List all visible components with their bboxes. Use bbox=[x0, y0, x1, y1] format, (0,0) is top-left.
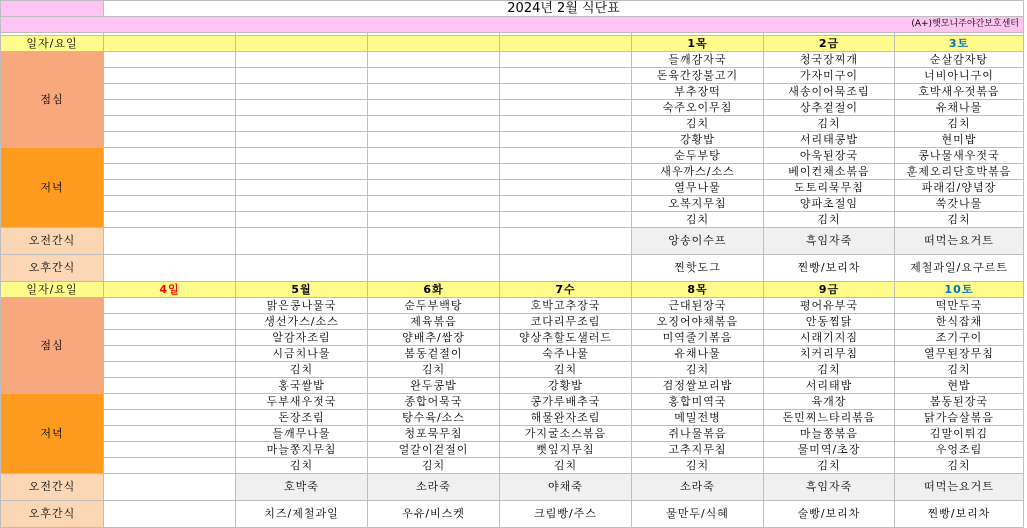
lunch-item: 김치 bbox=[236, 362, 368, 378]
lunch-item: 김치 bbox=[632, 362, 764, 378]
lunch-item bbox=[500, 100, 632, 116]
dinner-item: 고추지무침 bbox=[632, 442, 764, 458]
dinner-item: 마늘쫑볶음 bbox=[764, 426, 895, 442]
lunch-item: 현미밥 bbox=[895, 132, 1024, 148]
header-label: 일자/요일 bbox=[1, 36, 104, 52]
dinner-item: 육개장 bbox=[764, 394, 895, 410]
lunch-item: 열무된장무침 bbox=[895, 346, 1024, 362]
dinner-item: 우엉조림 bbox=[895, 442, 1024, 458]
lunch-item bbox=[500, 68, 632, 84]
lunch-item bbox=[500, 132, 632, 148]
lunch-item: 양배추/쌈장 bbox=[368, 330, 500, 346]
lunch-item: 김치 bbox=[764, 362, 895, 378]
lunch-item bbox=[104, 298, 236, 314]
lunch-item: 양상추할도샐러드 bbox=[500, 330, 632, 346]
dinner-item: 김치 bbox=[764, 458, 895, 474]
dinner-item: 청포묵무침 bbox=[368, 426, 500, 442]
dinner-item bbox=[500, 148, 632, 164]
dinner-item: 김치 bbox=[632, 212, 764, 228]
dinner-item: 아욱된장국 bbox=[764, 148, 895, 164]
lunch-item: 치커리무침 bbox=[764, 346, 895, 362]
dinner-item bbox=[104, 458, 236, 474]
lunch-item bbox=[368, 100, 500, 116]
dinner-item: 도토리묵무침 bbox=[764, 180, 895, 196]
pm-snack-item: 크림빵/주스 bbox=[500, 501, 632, 528]
dinner-item bbox=[104, 442, 236, 458]
center-credit: (A+)햇모니주야간보호센터 bbox=[1, 17, 1024, 33]
lunch-item: 알감자조림 bbox=[236, 330, 368, 346]
am-snack-item bbox=[104, 228, 236, 255]
dinner-item bbox=[236, 148, 368, 164]
lunch-item bbox=[104, 100, 236, 116]
pm-snack-item: 제철과일/요구르트 bbox=[895, 255, 1024, 282]
lunch-item bbox=[500, 52, 632, 68]
dinner-item: 순두부탕 bbox=[632, 148, 764, 164]
lunch-item: 순두부백탕 bbox=[368, 298, 500, 314]
lunch-item bbox=[104, 362, 236, 378]
lunch-item: 김치 bbox=[500, 362, 632, 378]
dinner-item bbox=[104, 196, 236, 212]
dinner-item: 얼갈이겉절이 bbox=[368, 442, 500, 458]
lunch-item bbox=[104, 346, 236, 362]
lunch-item bbox=[104, 68, 236, 84]
dinner-item: 돈민찌느타리볶음 bbox=[764, 410, 895, 426]
lunch-item: 한식잡채 bbox=[895, 314, 1024, 330]
day-header bbox=[500, 36, 632, 52]
lunch-item: 강황밥 bbox=[632, 132, 764, 148]
lunch-item: 강황밥 bbox=[500, 378, 632, 394]
am-snack-label: 오전간식 bbox=[1, 228, 104, 255]
pm-snack-item bbox=[500, 255, 632, 282]
dinner-item: 뻣잎지무침 bbox=[500, 442, 632, 458]
dinner-item bbox=[104, 394, 236, 410]
dinner-item bbox=[500, 164, 632, 180]
day-header: 8목 bbox=[632, 282, 764, 298]
lunch-item: 숙주오이무침 bbox=[632, 100, 764, 116]
lunch-item: 현밥 bbox=[895, 378, 1024, 394]
lunch-item: 제육볶음 bbox=[368, 314, 500, 330]
lunch-item: 완두콩밥 bbox=[368, 378, 500, 394]
lunch-item bbox=[500, 84, 632, 100]
dinner-item: 김치 bbox=[895, 458, 1024, 474]
lunch-item bbox=[104, 116, 236, 132]
lunch-item bbox=[368, 84, 500, 100]
lunch-item bbox=[236, 52, 368, 68]
dinner-item bbox=[104, 180, 236, 196]
lunch-item: 맑은콩나물국 bbox=[236, 298, 368, 314]
dinner-item: 김치 bbox=[236, 458, 368, 474]
dinner-item: 탕수육/소스 bbox=[368, 410, 500, 426]
dinner-item: 돈장조림 bbox=[236, 410, 368, 426]
lunch-item bbox=[368, 116, 500, 132]
lunch-item bbox=[104, 330, 236, 346]
lunch-item bbox=[368, 132, 500, 148]
lunch-item: 김치 bbox=[368, 362, 500, 378]
am-snack-item: 흑임자죽 bbox=[764, 474, 895, 501]
lunch-item bbox=[104, 314, 236, 330]
lunch-item: 미역줄기볶음 bbox=[632, 330, 764, 346]
dinner-item: 물미역/초장 bbox=[764, 442, 895, 458]
lunch-item: 근대된장국 bbox=[632, 298, 764, 314]
lunch-item: 오징어야채볶음 bbox=[632, 314, 764, 330]
dinner-item: 해물완자조림 bbox=[500, 410, 632, 426]
dinner-item bbox=[104, 212, 236, 228]
dinner-item: 양파초절임 bbox=[764, 196, 895, 212]
dinner-item bbox=[104, 410, 236, 426]
dinner-item bbox=[236, 212, 368, 228]
am-snack-item bbox=[236, 228, 368, 255]
pm-snack-item: 찐빵/보리차 bbox=[764, 255, 895, 282]
lunch-item: 유채나물 bbox=[895, 100, 1024, 116]
lunch-item: 코다리무조림 bbox=[500, 314, 632, 330]
dinner-item: 김치 bbox=[500, 458, 632, 474]
dinner-item: 콩나물새우젓국 bbox=[895, 148, 1024, 164]
dinner-item: 쥐나물볶음 bbox=[632, 426, 764, 442]
lunch-label: 점심 bbox=[1, 298, 104, 394]
day-header: 2금 bbox=[764, 36, 895, 52]
lunch-item bbox=[104, 52, 236, 68]
lunch-item bbox=[368, 68, 500, 84]
dinner-item: 김치 bbox=[895, 212, 1024, 228]
dinner-item: 김치 bbox=[632, 458, 764, 474]
dinner-item: 김치 bbox=[764, 212, 895, 228]
lunch-item: 상추겉절이 bbox=[764, 100, 895, 116]
lunch-item: 호박고추장국 bbox=[500, 298, 632, 314]
am-snack-item: 야채죽 bbox=[500, 474, 632, 501]
lunch-item: 김치 bbox=[632, 116, 764, 132]
pm-snack-label: 오후간식 bbox=[1, 255, 104, 282]
dinner-label: 저녁 bbox=[1, 148, 104, 228]
dinner-item bbox=[236, 196, 368, 212]
header-label: 일자/요일 bbox=[1, 282, 104, 298]
lunch-label: 점심 bbox=[1, 52, 104, 148]
lunch-item bbox=[500, 116, 632, 132]
am-snack-item bbox=[368, 228, 500, 255]
dinner-item: 두부새우젓국 bbox=[236, 394, 368, 410]
dinner-item: 오복지무침 bbox=[632, 196, 764, 212]
lunch-item: 돈육간장불고기 bbox=[632, 68, 764, 84]
lunch-item: 검정쌀보리밥 bbox=[632, 378, 764, 394]
dinner-item: 메밀전병 bbox=[632, 410, 764, 426]
lunch-item: 숙주나물 bbox=[500, 346, 632, 362]
dinner-item: 김치 bbox=[368, 458, 500, 474]
dinner-item bbox=[500, 196, 632, 212]
day-header: 6화 bbox=[368, 282, 500, 298]
am-snack-item: 호박죽 bbox=[236, 474, 368, 501]
lunch-item bbox=[236, 84, 368, 100]
day-header: 5월 bbox=[236, 282, 368, 298]
day-header: 7수 bbox=[500, 282, 632, 298]
pm-snack-item: 치즈/제철과일 bbox=[236, 501, 368, 528]
lunch-item bbox=[236, 132, 368, 148]
lunch-item: 안동찜닭 bbox=[764, 314, 895, 330]
am-snack-item: 소라죽 bbox=[632, 474, 764, 501]
pm-snack-item: 술빵/보리차 bbox=[764, 501, 895, 528]
lunch-item: 시금치나물 bbox=[236, 346, 368, 362]
am-snack-item bbox=[500, 228, 632, 255]
dinner-item: 홍합미역국 bbox=[632, 394, 764, 410]
lunch-item bbox=[368, 52, 500, 68]
lunch-item: 김치 bbox=[764, 116, 895, 132]
pm-snack-item: 찐빵/보리차 bbox=[895, 501, 1024, 528]
lunch-item: 가자미구이 bbox=[764, 68, 895, 84]
pm-snack-label: 오후간식 bbox=[1, 501, 104, 528]
day-header: 3토 bbox=[895, 36, 1024, 52]
pm-snack-item: 찐핫도그 bbox=[632, 255, 764, 282]
day-header: 4일 bbox=[104, 282, 236, 298]
day-header bbox=[368, 36, 500, 52]
am-snack-item: 앙송이수프 bbox=[632, 228, 764, 255]
dinner-item: 새우까스/소스 bbox=[632, 164, 764, 180]
pm-snack-item: 우유/비스켓 bbox=[368, 501, 500, 528]
dinner-item: 마늘쫑지무침 bbox=[236, 442, 368, 458]
dinner-item: 들깨무나물 bbox=[236, 426, 368, 442]
lunch-item: 홍국쌀밥 bbox=[236, 378, 368, 394]
dinner-item: 종합어묵국 bbox=[368, 394, 500, 410]
dinner-item bbox=[368, 180, 500, 196]
lunch-item: 김치 bbox=[895, 362, 1024, 378]
dinner-item bbox=[368, 196, 500, 212]
dinner-item: 콩가루배추국 bbox=[500, 394, 632, 410]
lunch-item: 호박새우젓볶음 bbox=[895, 84, 1024, 100]
dinner-item: 열무나물 bbox=[632, 180, 764, 196]
dinner-item: 베이컨채소볶음 bbox=[764, 164, 895, 180]
lunch-item: 들깨감자국 bbox=[632, 52, 764, 68]
am-snack-item: 소라죽 bbox=[368, 474, 500, 501]
lunch-item bbox=[236, 116, 368, 132]
dinner-item bbox=[368, 164, 500, 180]
lunch-item: 새송이어묵조림 bbox=[764, 84, 895, 100]
lunch-item: 부추장떡 bbox=[632, 84, 764, 100]
am-snack-item bbox=[104, 474, 236, 501]
dinner-item bbox=[104, 164, 236, 180]
lunch-item: 떡만두국 bbox=[895, 298, 1024, 314]
dinner-item: 봄동된장국 bbox=[895, 394, 1024, 410]
day-header: 1목 bbox=[632, 36, 764, 52]
lunch-item: 조기구이 bbox=[895, 330, 1024, 346]
lunch-item bbox=[104, 84, 236, 100]
lunch-item: 서리태밥 bbox=[764, 378, 895, 394]
dinner-item bbox=[500, 180, 632, 196]
dinner-item bbox=[236, 164, 368, 180]
lunch-item: 봄동겉절이 bbox=[368, 346, 500, 362]
dinner-item: 쑥갓나물 bbox=[895, 196, 1024, 212]
day-header: 10토 bbox=[895, 282, 1024, 298]
dinner-item: 훈제오리단호박볶음 bbox=[895, 164, 1024, 180]
am-snack-item: 떠먹는요거트 bbox=[895, 228, 1024, 255]
am-snack-item: 흑임자죽 bbox=[764, 228, 895, 255]
lunch-item bbox=[236, 68, 368, 84]
lunch-item: 순살감자탕 bbox=[895, 52, 1024, 68]
lunch-item: 유채나물 bbox=[632, 346, 764, 362]
dinner-item: 가지굴소스볶음 bbox=[500, 426, 632, 442]
dinner-item bbox=[104, 148, 236, 164]
lunch-item: 너비아니구이 bbox=[895, 68, 1024, 84]
pm-snack-item bbox=[236, 255, 368, 282]
pm-snack-item bbox=[368, 255, 500, 282]
pm-snack-item bbox=[104, 255, 236, 282]
page-title: 2024년 2월 식단표 bbox=[104, 1, 1024, 17]
lunch-item: 청국장찌개 bbox=[764, 52, 895, 68]
day-header: 9금 bbox=[764, 282, 895, 298]
am-snack-label: 오전간식 bbox=[1, 474, 104, 501]
dinner-item: 닭가슴살볶음 bbox=[895, 410, 1024, 426]
pm-snack-item bbox=[104, 501, 236, 528]
dinner-item bbox=[104, 426, 236, 442]
lunch-item bbox=[236, 100, 368, 116]
dinner-label: 저녁 bbox=[1, 394, 104, 474]
lunch-item: 생선가스/소스 bbox=[236, 314, 368, 330]
dinner-item: 김말이튀김 bbox=[895, 426, 1024, 442]
pm-snack-item: 물만두/식혜 bbox=[632, 501, 764, 528]
dinner-item bbox=[368, 148, 500, 164]
dinner-item bbox=[236, 180, 368, 196]
lunch-item: 김치 bbox=[895, 116, 1024, 132]
dinner-item bbox=[368, 212, 500, 228]
day-header bbox=[236, 36, 368, 52]
lunch-item: 평어유부국 bbox=[764, 298, 895, 314]
am-snack-item: 떠먹는요거트 bbox=[895, 474, 1024, 501]
dinner-item: 파래김/양념장 bbox=[895, 180, 1024, 196]
lunch-item bbox=[104, 132, 236, 148]
lunch-item: 서리태콩밥 bbox=[764, 132, 895, 148]
lunch-item bbox=[104, 378, 236, 394]
lunch-item: 시래기지짐 bbox=[764, 330, 895, 346]
day-header bbox=[104, 36, 236, 52]
dinner-item bbox=[500, 212, 632, 228]
